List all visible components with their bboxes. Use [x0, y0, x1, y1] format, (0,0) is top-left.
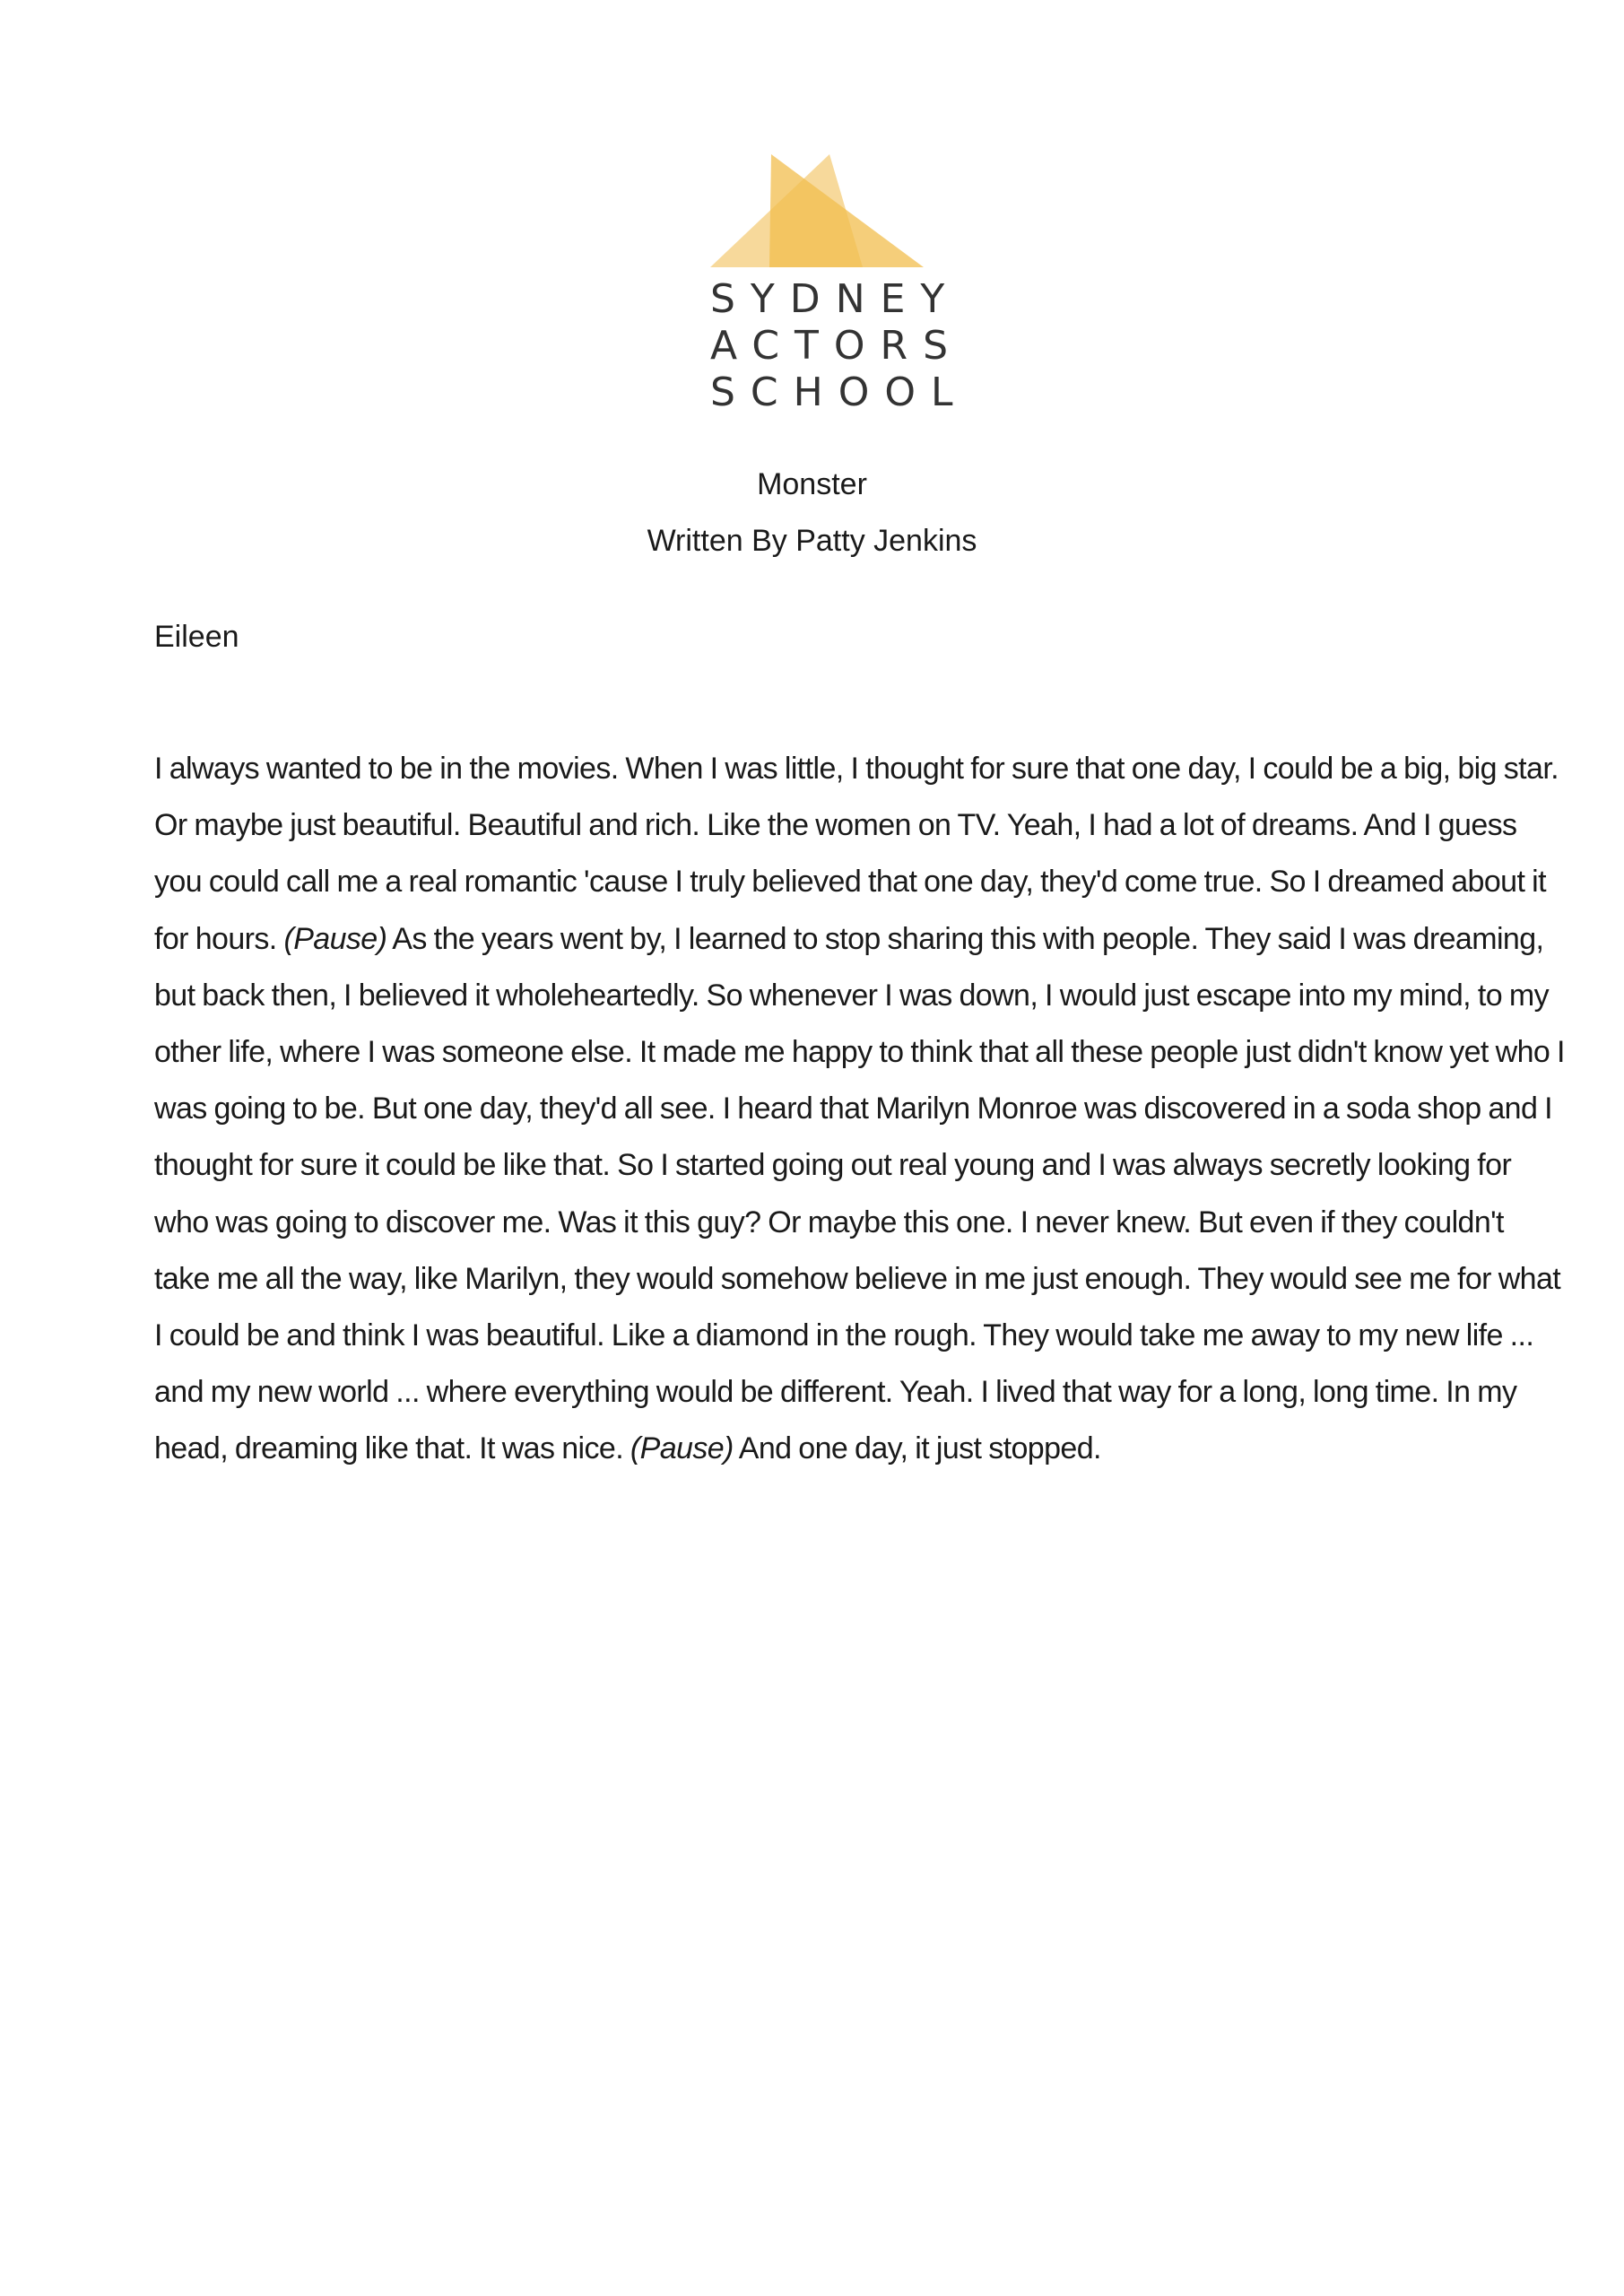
monologue-line: take me all the way, like Marilyn, they would somehow believe in me just enough. They would see me for what [154, 1261, 1561, 1296]
monologue-line: I could be and think I was beautiful. Like a diamond in the rough. They would take me away to my new life ... [154, 1318, 1534, 1353]
monologue-line: who was going to discover me. Was it this guy? Or maybe this one. I never knew. But even if they couldn't [154, 1205, 1504, 1239]
sydney-actors-school-logo [699, 151, 968, 438]
stage-direction: (Pause) [630, 1431, 734, 1466]
monologue-line: I always wanted to be in the movies. When I was little, I thought for sure that one day, I could be a big, big star. [154, 752, 1559, 786]
monologue-line: head, dreaming like that. It was nice. (Pause) And one day, it just stopped. [154, 1431, 1101, 1466]
character-name: Eileen [154, 620, 239, 654]
monologue-line: thought for sure it could be like that. So I started going out real young and I was always secretly looking for [154, 1148, 1512, 1183]
logo-line-school: SCHOOL [710, 370, 968, 415]
play-title: Monster [757, 467, 867, 501]
monologue-line: but back then, I believed it wholeheartedly. So whenever I was down, I would just escape into my mind, to my [154, 978, 1549, 1013]
logo-wordmark [699, 276, 968, 416]
logo-mark-icon [699, 151, 933, 276]
monologue-line: was going to be. But one day, they'd all see. I heard that Marilyn Monroe was discovered in a soda shop and I [154, 1091, 1552, 1126]
monologue-line: Or maybe just beautiful. Beautiful and rich. Like the women on TV. Yeah, I had a lot of dreams. And I guess [154, 808, 1517, 843]
logo-line-sydney: SYDNEY [710, 276, 960, 322]
stage-direction: (Pause) [283, 921, 387, 956]
monologue-text [154, 741, 1565, 1478]
monologue-line: and my new world ... where everything would be different. Yeah. I lived that way for a long, long time. In my [154, 1375, 1517, 1410]
monologue-line: other life, where I was someone else. It made me happy to think that all these people just didn't know yet who I [154, 1035, 1565, 1070]
logo-line-actors: ACTORS [710, 323, 964, 369]
monologue-line: you could call me a real romantic 'cause I truly believed that one day, they'd come true. So I dreamed about it [154, 865, 1546, 900]
byline: Written By Patty Jenkins [647, 524, 977, 558]
monologue-line: for hours. (Pause) As the years went by, I learned to stop sharing this with people. They said I was dreaming, [154, 921, 1544, 956]
